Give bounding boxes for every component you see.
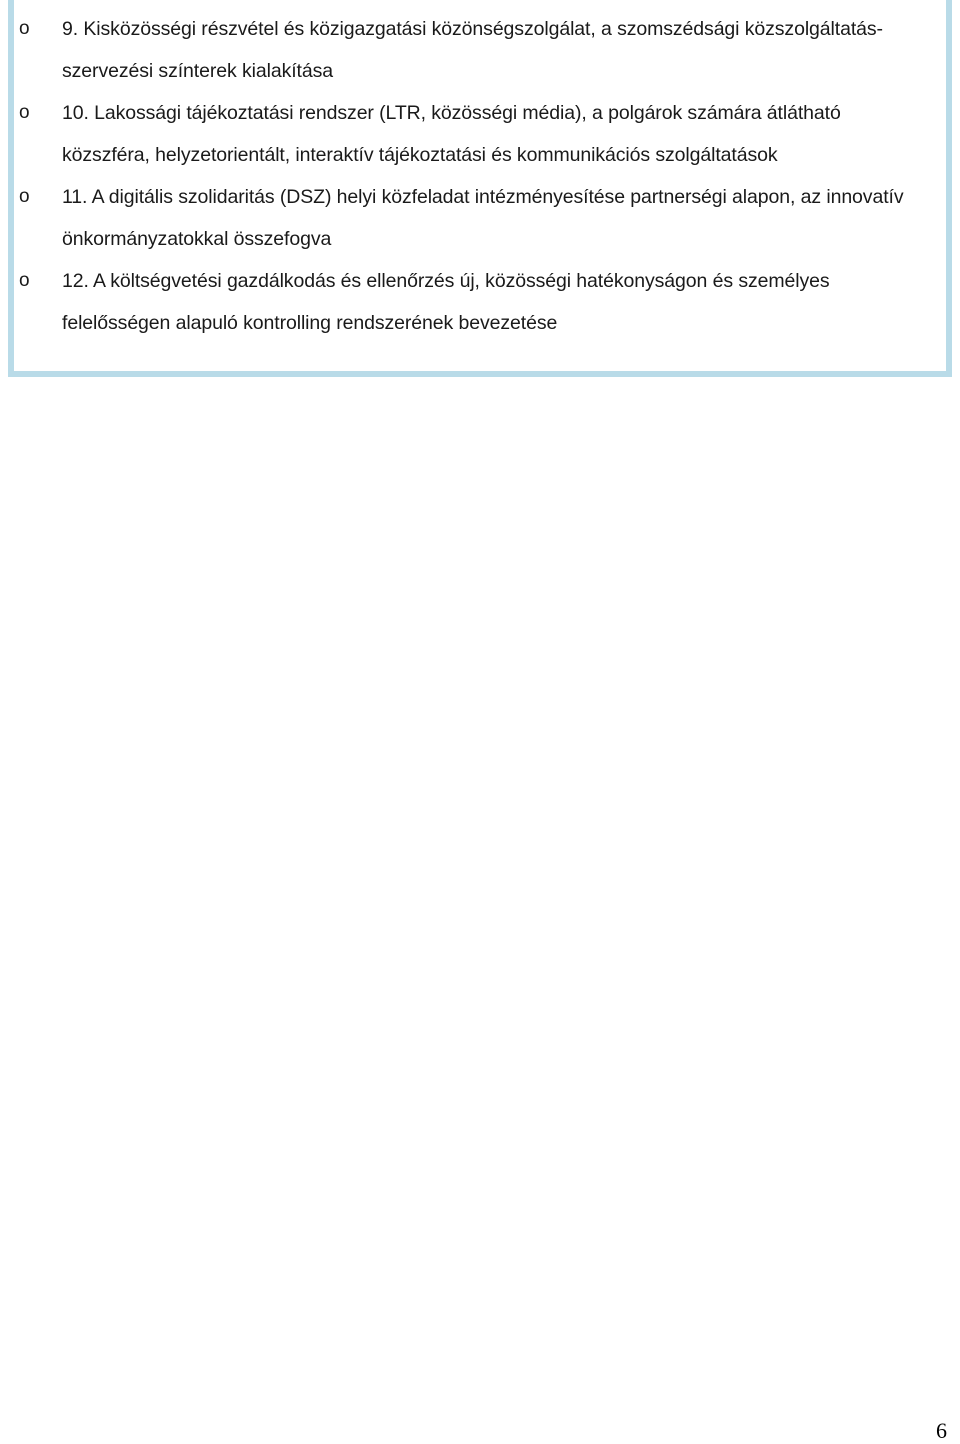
list-item-text: 12. A költségvetési gazdálkodás és ellenőrzés új, közösségi hatékonyságon és személyes felelősségen alapuló kontrolling rendszerének bevezetése <box>62 270 830 334</box>
bullet-marker: o <box>19 102 30 123</box>
list-item <box>14 92 946 176</box>
bullet-marker: o <box>19 186 30 207</box>
list-item-text: 9. Kisközösségi részvétel és közigazgatási közönségszolgálat, a szomszédsági közszolgáltatás-szervezési színterek kialakítása <box>62 18 883 82</box>
bullet-marker: o <box>19 270 30 291</box>
list-item-text: 10. Lakossági tájékoztatási rendszer (LTR, közösségi média), a polgárok számára átlátható közszféra, helyzetorientált, interaktív tájékoztatási és kommunikációs szolgáltatások <box>62 102 841 166</box>
bullet-marker: o <box>19 18 30 39</box>
list-item <box>14 176 946 260</box>
list-item-text: 11. A digitális szolidaritás (DSZ) helyi közfeladat intézményesítése partnerségi alapon, az innovatív önkormányzatokkal összefogva <box>62 186 904 250</box>
page-number: 6 <box>936 1418 947 1443</box>
list-item <box>14 8 946 92</box>
list-item <box>14 260 946 344</box>
framed-text-box <box>8 0 952 377</box>
bullet-list <box>14 8 946 344</box>
